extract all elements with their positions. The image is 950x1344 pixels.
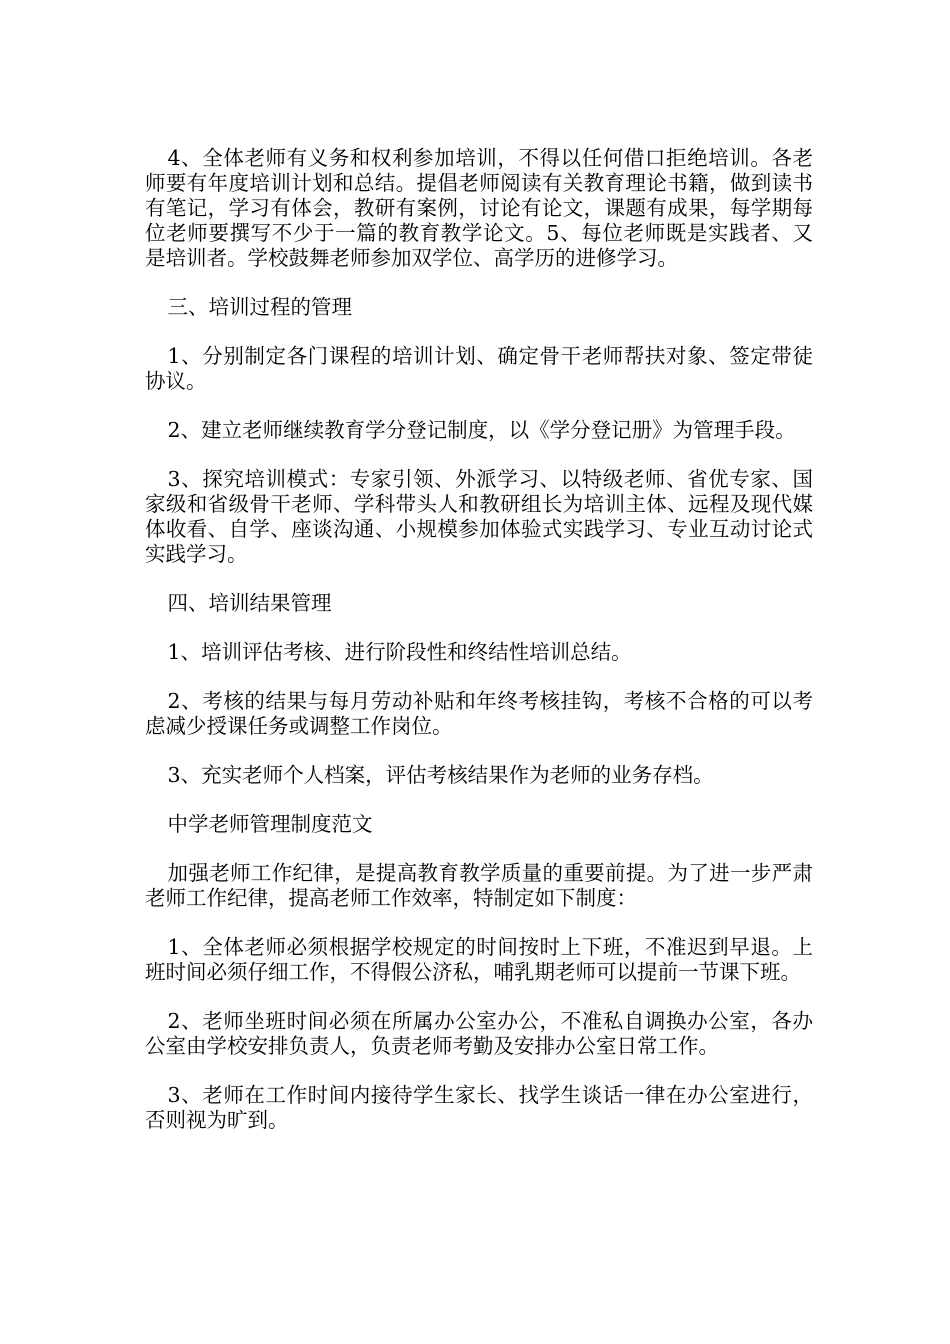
paragraph-rule-1: 1、全体老师必须根据学校规定的时间按时上下班，不准迟到早退。上班时间必须仔细工作，不得假公济私，哺乳期老师可以提前一节课下班。 [145,935,813,984]
paragraph-process-1: 1、分别制定各门课程的培训计划、确定骨干老师帮扶对象、签定带徒协议。 [145,344,813,393]
paragraph-results-1: 1、培训评估考核、进行阶段性和终结性培训总结。 [167,640,632,664]
paragraph-results-3: 3、充实老师个人档案，评估考核结果作为老师的业务存档。 [167,763,714,787]
paragraph-results-2: 2、考核的结果与每月劳动补贴和年终考核挂钩，考核不合格的可以考虑减少授课任务或调整工作岗位。 [145,689,813,738]
paragraph-process-3: 3、探究培训模式：专家引领、外派学习、以特级老师、省优专家、国家级和省级骨干老师、学科带头人和教研组长为培训主体、远程及现代媒体收看、自学、座谈沟通、小规模参加体验式实践学习、专业互动讨论式实践学习。 [145,467,813,566]
paragraph-rule-2: 2、老师坐班时间必须在所属办公室办公，不准私自调换办公室，各办公室由学校安排负责人，负责老师考勤及安排办公室日常工作。 [145,1009,813,1058]
paragraph-rule-3: 3、老师在工作时间内接待学生家长、找学生谈话一律在办公室进行，否则视为旷到。 [145,1083,813,1132]
heading-training-process: 三、培训过程的管理 [167,295,353,319]
heading-training-results: 四、培训结果管理 [167,591,332,615]
paragraph-intro: 加强老师工作纪律，是提高教育教学质量的重要前提。为了进一步严肃老师工作纪律，提高老师工作效率，特制定如下制度： [145,861,813,910]
paragraph-process-2: 2、建立老师继续教育学分登记制度，以《学分登记册》为管理手段。 [167,418,796,442]
heading-management-sample: 中学老师管理制度范文 [167,812,373,836]
document-page [145,146,813,1157]
paragraph-training-duty: 4、全体老师有义务和权利参加培训，不得以任何借口拒绝培训。各老师要有年度培训计划和总结。提倡老师阅读有关教育理论书籍，做到读书有笔记，学习有体会，教研有案例，讨论有论文，课题有成果，每学期每位老师要撰写不少于一篇的教育教学论文。5、每位老师既是实践者、又是培训者。学校鼓舞老师参加双学位、高学历的进修学习。 [145,146,813,270]
